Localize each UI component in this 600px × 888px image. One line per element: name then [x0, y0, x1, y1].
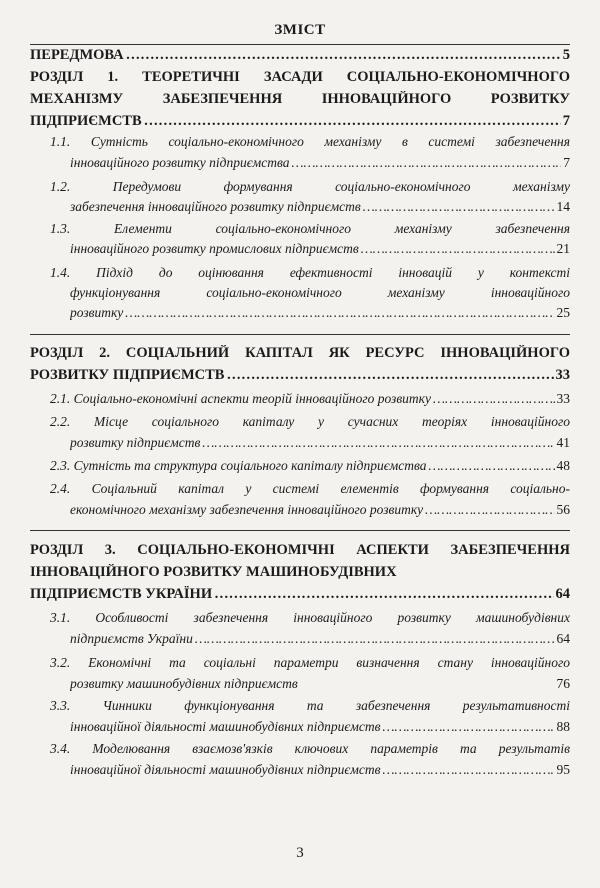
entry-page: 41 [556, 435, 570, 450]
entry-page: 33 [556, 391, 570, 406]
entry-label: підприємств України [70, 631, 193, 646]
toc-entry-1-4-last[interactable] [70, 305, 570, 321]
leader-dots [425, 502, 554, 518]
toc-entry-2-4-last[interactable] [70, 502, 570, 518]
leader-dots [195, 631, 555, 647]
entry-label: ПЕРЕДМОВА [30, 47, 124, 63]
entry-label: інноваційної діяльності машинобудівних підприємств [70, 762, 381, 777]
leader-dots [363, 199, 555, 215]
toc-entry-1-1-last[interactable] [70, 155, 570, 171]
leader-dots [433, 391, 555, 407]
toc-entry-3-2[interactable]: 3.2. Економічні та соціальні параметри визначення стану інноваційного [50, 655, 570, 670]
divider [30, 334, 570, 335]
section3-heading-line1[interactable]: РОЗДІЛ 3. СОЦІАЛЬНО-ЕКОНОМІЧНІ АСПЕКТИ ЗАБЕЗПЕЧЕННЯ [30, 542, 570, 558]
toc-entry-2-4[interactable]: 2.4. Соціальний капітал у системі елементів формування соціально- [50, 481, 570, 496]
toc-entry-2-2-last[interactable] [70, 435, 570, 451]
toc-entry-3-2-last[interactable] [70, 676, 570, 692]
entry-label: РОЗВИТКУ ПІДПРИЄМСТВ [30, 367, 225, 383]
toc-entry-1-3-last[interactable] [70, 241, 570, 257]
entry-page: 64 [556, 631, 570, 646]
section1-heading-line2[interactable]: МЕХАНІЗМУ ЗАБЕЗПЕЧЕННЯ ІННОВАЦІЙНОГО РОЗВИТКУ [30, 91, 570, 107]
entry-label: ПІДПРИЄМСТВ УКРАЇНИ [30, 586, 213, 602]
toc-entry-3-1-last[interactable] [70, 631, 570, 647]
section2-heading-line1[interactable]: РОЗДІЛ 2. СОЦІАЛЬНИЙ КАПІТАЛ ЯК РЕСУРС ІННОВАЦІЙНОГО [30, 345, 570, 361]
entry-page: 76 [556, 676, 570, 691]
leader-dots [202, 435, 554, 451]
toc-entry-preface[interactable] [30, 47, 570, 63]
section3-heading-last[interactable] [30, 586, 570, 602]
leader-dots [214, 586, 553, 602]
entry-label: розвитку машинобудівних підприємств [70, 676, 298, 691]
toc-entry-2-2[interactable]: 2.2. Місце соціального капіталу у сучасних теоріях інноваційного [50, 414, 570, 429]
divider [30, 530, 570, 531]
section1-heading-line1[interactable]: РОЗДІЛ 1. ТЕОРЕТИЧНІ ЗАСАДИ СОЦІАЛЬНО-ЕКОНОМІЧНОГО [30, 69, 570, 85]
entry-label: економічного механізму забезпечення інноваційного розвитку [70, 502, 424, 517]
toc-entry-1-3[interactable]: 1.3. Елементи соціально-економічного механізму забезпечення [50, 221, 570, 236]
section3-heading-line2[interactable]: ІННОВАЦІЙНОГО РОЗВИТКУ МАШИНОБУДІВНИХ [30, 564, 397, 580]
entry-label: 2.1. Соціально-економічні аспекти теорій інноваційного розвитку [50, 391, 431, 406]
leader-dots [429, 458, 555, 474]
entry-page: 25 [556, 305, 570, 320]
entry-label: інноваційного розвитку підприємства [70, 155, 290, 170]
entry-page: 7 [563, 155, 570, 170]
toc-entry-3-4[interactable]: 3.4. Моделювання взаємозв'язків ключових параметрів та результатів [50, 741, 570, 756]
toc-entry-3-3[interactable]: 3.3. Чинники функціонування та забезпечення результативності [50, 698, 570, 713]
entry-label: інноваційної діяльності машинобудівних підприємств [70, 719, 381, 734]
leader-dots [126, 47, 561, 63]
leader-dots [125, 305, 554, 321]
toc-entry-1-4[interactable]: 1.4. Підхід до оцінювання ефективності інновацій у контексті [50, 265, 570, 280]
entry-page: 95 [556, 762, 570, 777]
toc-entry-1-1[interactable]: 1.1. Сутність соціально-економічного механізму в системі забезпечення [50, 134, 570, 149]
leader-dots [383, 719, 555, 735]
leader-dots [291, 155, 561, 171]
entry-label: ПІДПРИЄМСТВ [30, 113, 142, 129]
toc-page [30, 0, 570, 888]
page-number: 3 [296, 845, 304, 861]
entry-label: розвитку [70, 305, 124, 320]
entry-page: 7 [562, 113, 570, 129]
toc-entry-2-3[interactable] [50, 458, 570, 474]
leader-dots [226, 367, 553, 383]
entry-page: 56 [556, 502, 570, 517]
entry-page: 64 [555, 586, 570, 602]
entry-page: 21 [556, 241, 570, 256]
entry-page: 5 [562, 47, 570, 63]
entry-page: 14 [556, 199, 570, 214]
leader-dots [144, 113, 561, 129]
section2-heading-last[interactable] [30, 367, 570, 383]
entry-page: 88 [556, 719, 570, 734]
entry-label: інноваційного розвитку промислових підприємств [70, 241, 359, 256]
toc-entry-3-1[interactable]: 3.1. Особливості забезпечення інноваційного розвитку машинобудівних [50, 610, 570, 625]
entry-label: 2.3. Сутність та структура соціального капіталу підприємства [50, 458, 427, 473]
toc-entry-1-2-last[interactable] [70, 199, 570, 215]
toc-entry-3-4-last[interactable] [70, 762, 570, 778]
leader-dots [383, 762, 555, 778]
divider [30, 44, 570, 45]
leader-dots [361, 241, 555, 257]
toc-entry-1-4-line2[interactable]: функціонування соціально-економічного механізму інноваційного [70, 285, 570, 300]
entry-page: 48 [556, 458, 570, 473]
entry-page: 33 [555, 367, 570, 383]
toc-entry-1-2[interactable]: 1.2. Передумови формування соціально-економічного механізму [50, 179, 570, 194]
entry-label: забезпечення інноваційного розвитку підприємств [70, 199, 361, 214]
toc-entry-3-3-last[interactable] [70, 719, 570, 735]
toc-title: ЗМІСТ [274, 22, 326, 38]
toc-entry-2-1[interactable] [50, 391, 570, 407]
section1-heading-last[interactable] [30, 113, 570, 129]
entry-label: розвитку підприємств [70, 435, 201, 450]
